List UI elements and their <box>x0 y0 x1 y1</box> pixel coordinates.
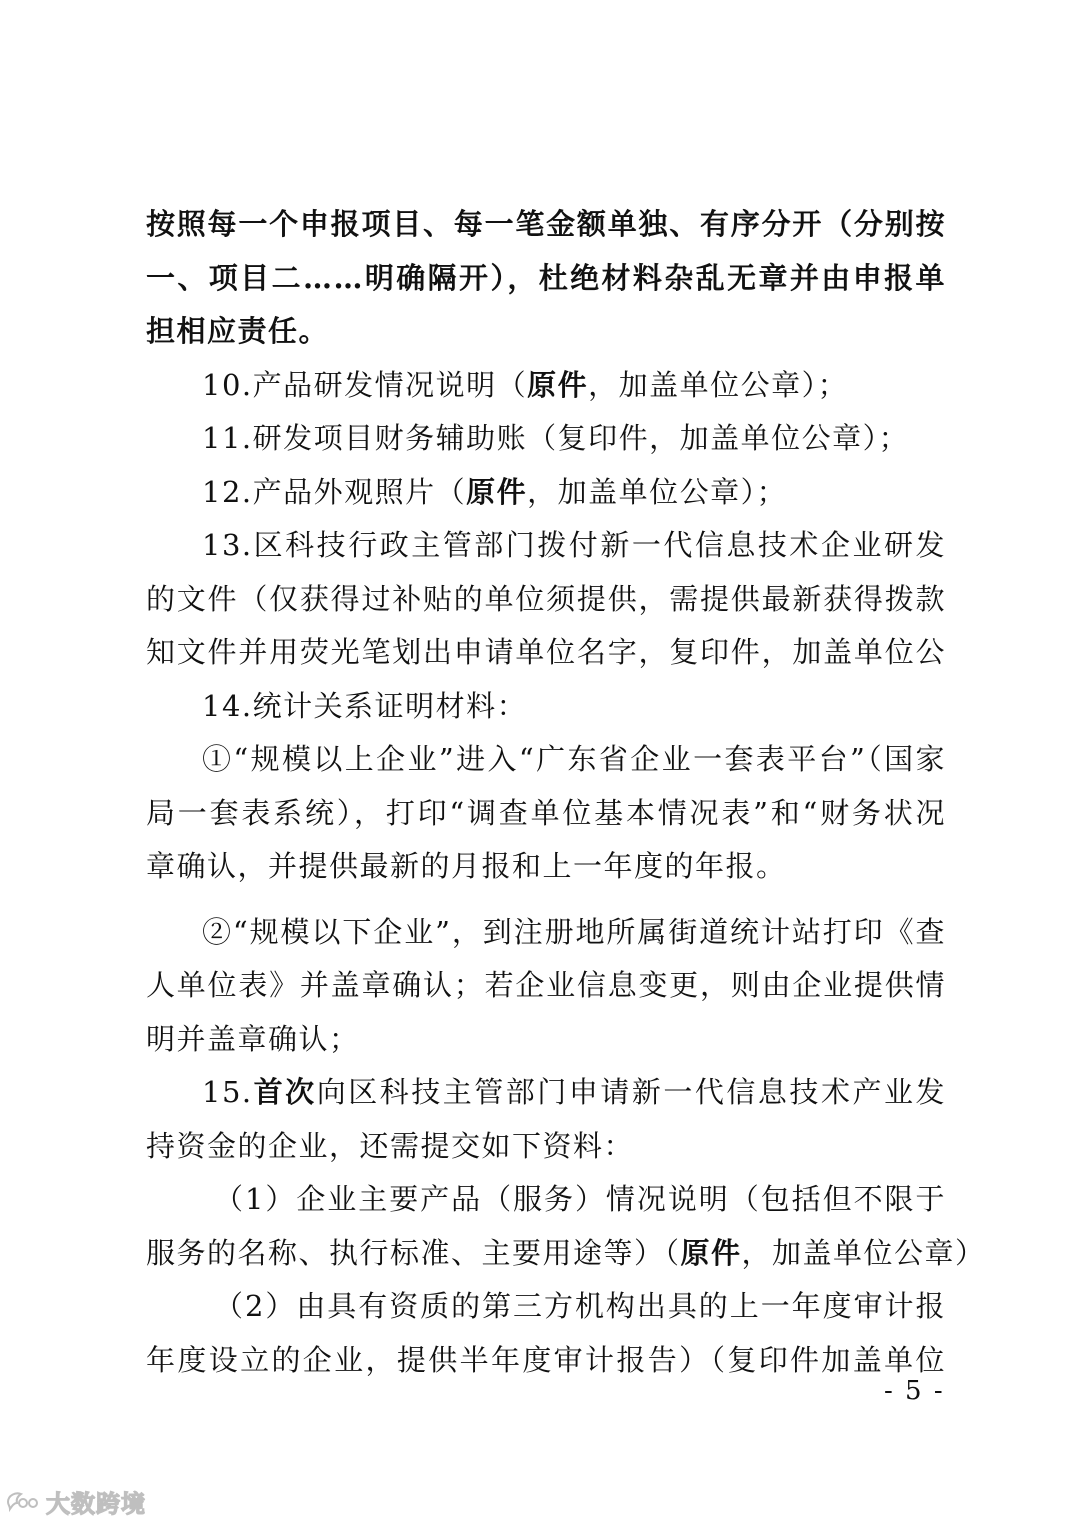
item-15-line-1-rest: 向区科技主管部门申请新一代信息技术产业发 <box>316 1075 946 1109</box>
item-14-2-line-1: ②“规模以下企业”，到注册地所属街道统计站打印《查 <box>202 914 946 949</box>
item-14-title: 14.统计关系证明材料： <box>202 688 528 723</box>
item-15-line-1 <box>146 1066 946 1120</box>
item-13-line-2: 的文件（仅获得过补贴的单位须提供，需提供最新获得拨款 <box>146 581 946 616</box>
watermark-text: 大数跨境 <box>46 1490 146 1518</box>
watermark <box>4 1484 146 1519</box>
item-15-1-line-2-suffix: ，加盖单位公章） <box>741 1235 986 1270</box>
chat-bubble-logo-icon <box>4 1489 42 1515</box>
item-15-2-line-2: 年度设立的企业，提供半年度审计报告）（复印件加盖单位 <box>146 1342 946 1377</box>
item-12-bold: 原件 <box>466 474 528 509</box>
item-12-suffix: ，加盖单位公章）； <box>527 474 788 509</box>
item-14-1-line-1: ①“规模以上企业”进入“广东省企业一套表平台”（国家 <box>202 742 946 776</box>
item-11: 11.研发项目财务辅助账（复印件，加盖单位公章）； <box>202 421 910 455</box>
page-number: - 5 - <box>884 1376 945 1406</box>
item-10-suffix: ，加盖单位公章）； <box>588 367 849 402</box>
document-body <box>146 198 986 1387</box>
item-10-bold: 原件 <box>527 367 589 402</box>
item-12 <box>146 466 946 520</box>
item-14-1-line-3: 章确认，并提供最新的月报和上一年度的年报。 <box>146 849 787 883</box>
item-14-1-line-2: 局一套表系统），打印“调查单位基本情况表”和“财务状况 <box>146 795 946 830</box>
intro-line-3: 担相应责任。 <box>146 314 330 348</box>
item-15-prefix: 15. <box>202 1075 253 1109</box>
item-10-prefix: 10.产品研发情况说明（ <box>202 367 528 402</box>
item-14-2-line-3: 明并盖章确认； <box>146 1021 360 1056</box>
item-15-2-line-1: （2）由具有资质的第三方机构出具的上一年度审计报 <box>214 1289 946 1323</box>
item-15-1-line-1: （1）企业主要产品（服务）情况说明（包括但不限于 <box>214 1182 946 1216</box>
intro-line-2: 一、项目二……明确隔开），杜绝材料杂乱无章并由申报单 <box>146 260 946 295</box>
item-10 <box>146 359 946 413</box>
item-15-1-bold: 原件 <box>680 1235 742 1270</box>
item-14-2-line-2: 人单位表》并盖章确认；若企业信息变更，则由企业提供情 <box>146 968 946 1002</box>
item-15-bold: 首次 <box>252 1075 317 1109</box>
item-15-1-line-2-prefix: 服务的名称、执行标准、主要用途等）（ <box>146 1235 681 1270</box>
item-13-line-3: 知文件并用荧光笔划出申请单位名字，复印件，加盖单位公 <box>146 635 946 669</box>
item-12-prefix: 12.产品外观照片（ <box>202 474 467 509</box>
item-15-line-2: 持资金的企业，还需提交如下资料： <box>146 1128 635 1163</box>
intro-line-1: 按照每一个申报项目、每一笔金额单独、有序分开（分别按 <box>146 207 946 241</box>
item-13-line-1: 13.区科技行政主管部门拨付新一代信息技术企业研发 <box>202 528 946 562</box>
item-15-1-line-2 <box>146 1227 986 1281</box>
paragraph-gap <box>146 894 946 906</box>
